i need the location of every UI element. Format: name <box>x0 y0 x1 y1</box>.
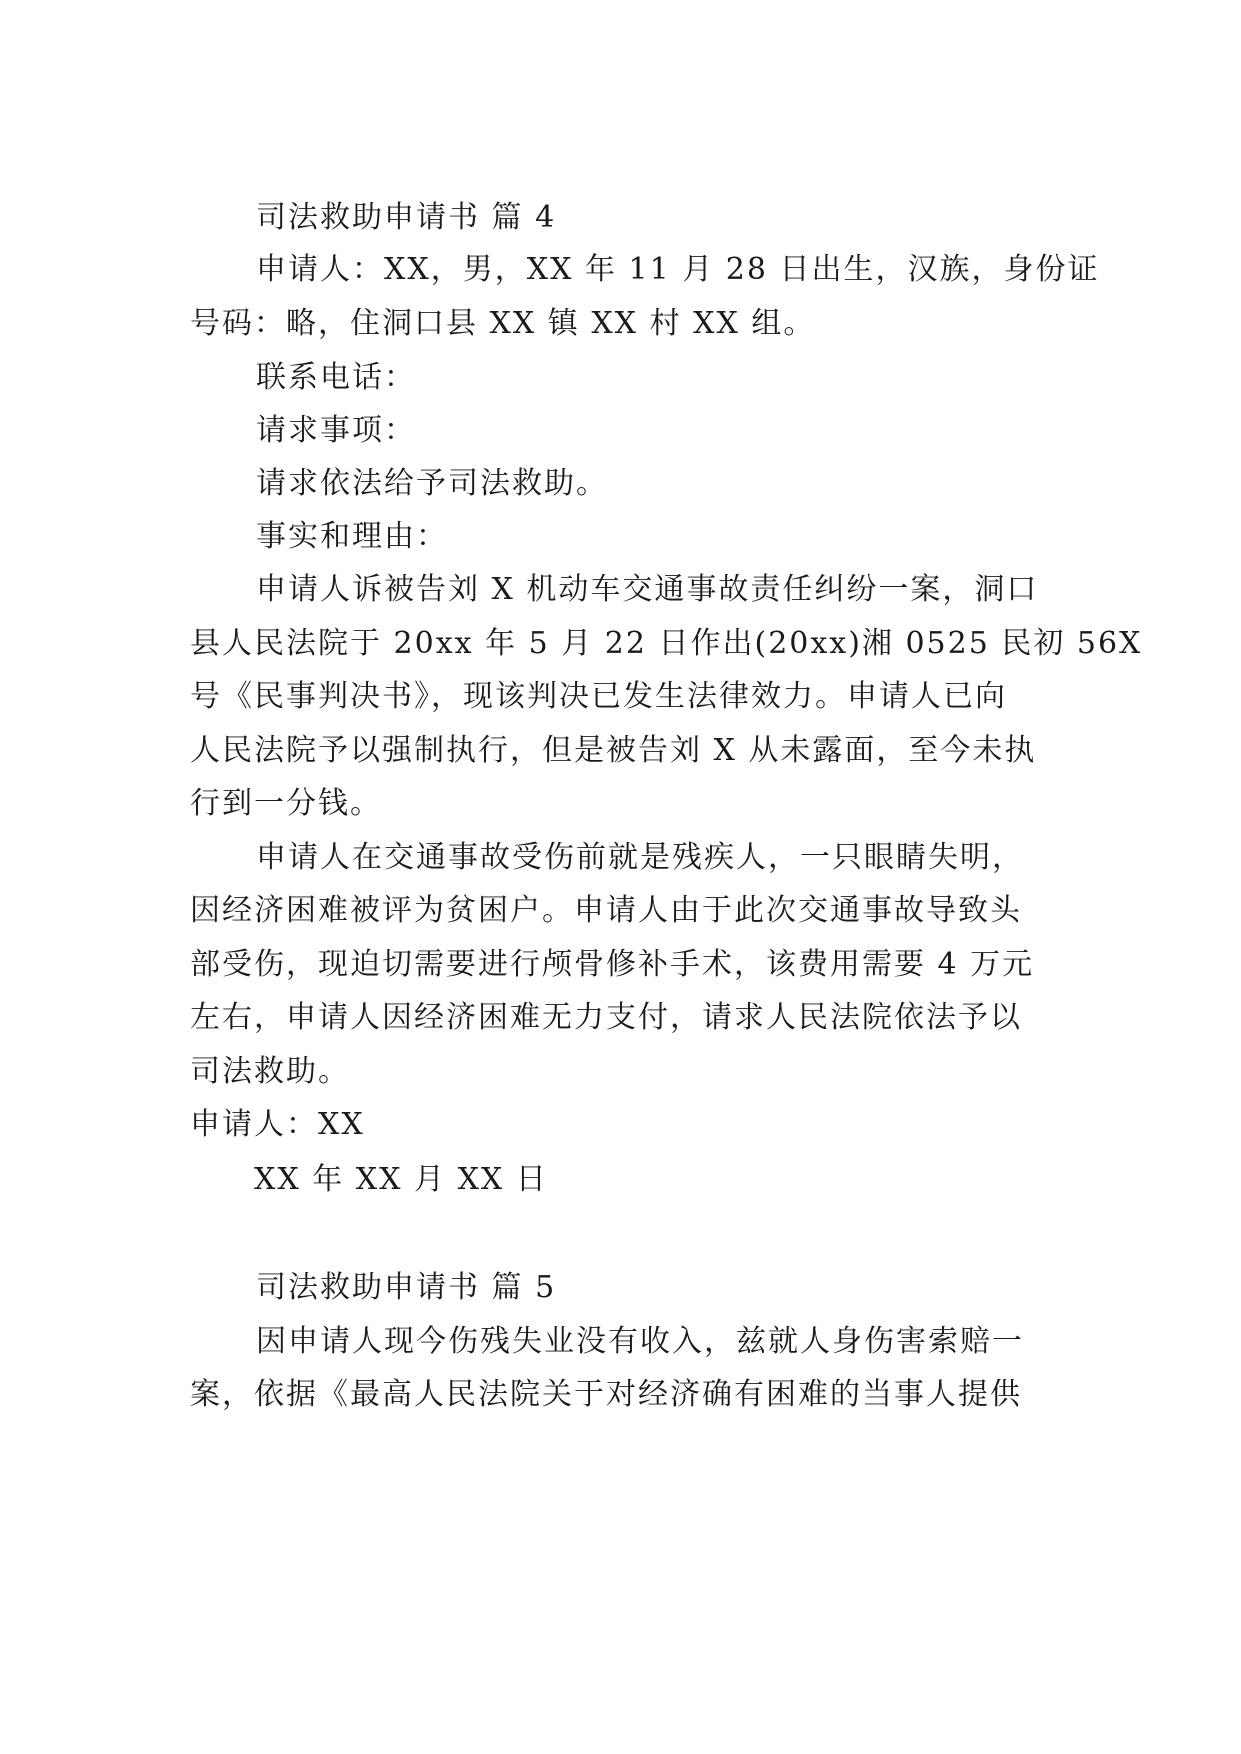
section-4-title: 司法救助申请书 篇 4 <box>256 200 557 235</box>
applicant-info-line-2: 号码：略，住洞口县 XX 镇 XX 村 XX 组。 <box>190 306 816 341</box>
request-label: 请求事项： <box>256 413 416 448</box>
facts-para2-line-3: 部受伤，现迫切需要进行颅骨修补手术，该费用需要 4 万元 <box>190 947 1035 982</box>
section5-para1-line-2: 案，依据《最高人民法院关于对经济确有困难的当事人提供 <box>190 1377 1022 1412</box>
facts-label: 事实和理由： <box>256 519 448 554</box>
facts-para2-line-1: 申请人在交通事故受伤前就是残疾人，一只眼睛失明， <box>256 840 1024 875</box>
facts-para1-line-3: 号《民事判决书》，现该判决已发生法律效力。申请人已向 <box>190 679 1007 714</box>
facts-para1-line-5: 行到一分钱。 <box>190 786 382 821</box>
date: XX 年 XX 月 XX 日 <box>254 1162 548 1197</box>
phone-label: 联系电话： <box>256 360 416 395</box>
applicant-info-line-1: 申请人：XX，男，XX 年 11 月 28 日出生，汉族，身份证 <box>256 252 1100 287</box>
facts-para2-line-4: 左右，申请人因经济困难无力支付，请求人民法院依法予以 <box>190 1000 1022 1035</box>
request-text: 请求依法给予司法救助。 <box>256 466 608 501</box>
facts-para2-line-5: 司法救助。 <box>190 1054 350 1089</box>
facts-para1-line-4: 人民法院予以强制执行，但是被告刘 X 从未露面，至今未执 <box>190 733 1037 768</box>
facts-para1-line-2: 县人民法院于 20xx 年 5 月 22 日作出(20xx)湘 0525 民初 56X <box>190 626 1143 661</box>
section-5-title: 司法救助申请书 篇 5 <box>256 1270 557 1305</box>
facts-para2-line-2: 因经济困难被评为贫困户。申请人由于此次交通事故导致头 <box>190 893 1022 928</box>
signature: 申请人：XX <box>190 1107 365 1142</box>
section5-para1-line-1: 因申请人现今伤残失业没有收入，兹就人身伤害索赔一 <box>256 1324 1024 1359</box>
facts-para1-line-1: 申请人诉被告刘 X 机动车交通事故责任纠纷一案，洞口 <box>256 572 1039 607</box>
